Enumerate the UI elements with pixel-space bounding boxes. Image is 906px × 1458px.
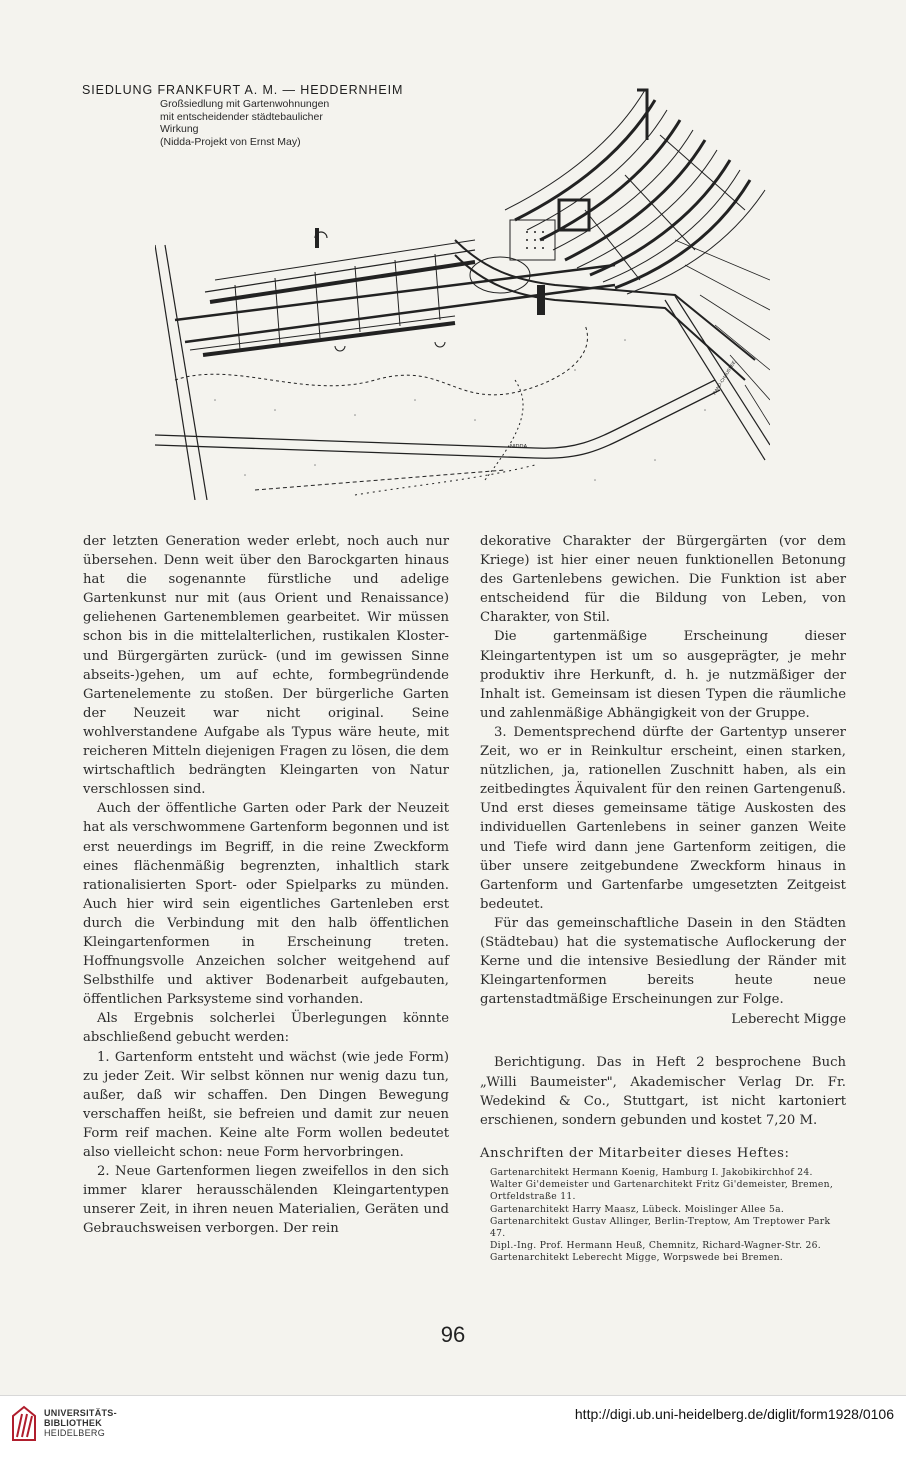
- paragraph: 1. Gartenform entsteht und wächst (wie jede Form) zu jeder Zeit. Wir selbst können nur wenig dazu tun, außer, daß wir schaffen. Den Dingen Bewegung verschaffen heißt, sie befreien und damit zur neuen Form reif machen. Keine alte Form wollen bedeutet also vielleicht schon: neue Form hervorbringen.: [83, 1049, 449, 1160]
- paragraph: 3. Dementsprechend dürfte der Gartentyp unserer Zeit, wo er in Reinkultur erscheint, einen starken, nützlichen, ja, rationellen Zuschnitt haben, als ein zeitbedingtes Äquivalent für den reinen Gartengenuß. Und erst dieses gemeinsame tätige Auskosten des individuellen Gartenlebens in seiner ganzen Weite und Tiefe wird dann jene Gartenform zeitigen, die über unsere zeitgebundene Zweckform hinaus in Gartenform und Gartenfarbe umgesetzten Zeitgeist bedeutet.: [480, 724, 846, 912]
- paragraph: der letzten Generation weder erlebt, noch auch nur übersehen. Denn weit über den Barockgarten hinaus hat die sogenannte fürstliche und adelige Gartenkunst nur mit (aus Orient und Renaissance) geliehenen Gartenemblemen gearbeitet. Wir müssen schon bis in die mittelalterlichen, rustikalen Kloster- und Bürgergärten zurück- (und im gewissen Sinne abseits-)gehen, um auf echte, formbegründende Gartenelemente zu stoßen. Der bürgerliche Garten der Neuzeit war nicht original. Seine wohlverstandene Aufgabe als Typus wäre heute, mit reicheren Mitteln diejenigen Fragen zu lösen, die dem wirtschaftlich bedrängten Kleingarten von Natur verschlossen sind.: [83, 534, 449, 798]
- addresses-heading: Anschriften der Mitarbeiter dieses Heftes:: [480, 1145, 790, 1161]
- library-footer: [0, 1395, 906, 1458]
- paragraph: Für das gemeinschaftliche Dasein in den Städten (Städtebau) hat die systematische Auflockerung der Kerne und die intensive Besiedlung der Ränder mit Kleingartenformen bereits heute neue gartenstadtmäßige Erscheinungen zur Folge.: [480, 915, 846, 1008]
- paragraph: Auch der öffentliche Garten oder Park der Neuzeit hat als verschwommene Gartenform begonnen und ist erst neuerdings im Begriff, in die reine Zweckform eines flächenmäßig begrenzten, inhaltlich stark rationalisierten Sport- oder Spielparks zu münden. Auch hier wird sein eigentliches Gartenleben erst durch die Verbindung mit den halb öffentlichen Kleingartenformen in Erscheinung treten. Hoffnungsvolle Anzeichen solcher weitgehend auf Selbsthilfe und aktiver Bodenarbeit aufgebauten, öffentlichen Parksysteme sind vorhanden.: [83, 801, 449, 1008]
- library-line: UNIVERSITÄTS-: [44, 1408, 117, 1418]
- page-number: 96: [440, 1322, 466, 1347]
- address-item: Gartenarchitekt Harry Maasz, Lübeck. Moislinger Allee 5a.: [490, 1203, 785, 1215]
- road-label: RAND-CHAUSSEE: [711, 359, 737, 396]
- caption-line: mit entscheidender städtebaulicher: [160, 110, 323, 123]
- address-item: Gartenarchitekt Gustav Allinger, Berlin-Treptow, Am Treptower Park 47.: [490, 1215, 831, 1239]
- address-item: Gartenarchitekt Hermann Koenig, Hamburg I. Jakobikirchhof 24.: [490, 1166, 813, 1178]
- library-name: [44, 1408, 117, 1438]
- address-item: Walter Gi'demeister und Gartenarchitekt Fritz Gi'demeister, Bremen, Ortfeldstraße 11.: [490, 1179, 834, 1203]
- author-signature: Leberecht Migge: [731, 1012, 846, 1028]
- library-logo-icon: [10, 1404, 38, 1442]
- addresses-list: [490, 1167, 846, 1265]
- caption-line: Wirkung: [160, 123, 199, 135]
- paragraph: 2. Neue Gartenformen liegen zweifellos in den sich immer klarer herausschälenden Kleingartentypen unserer Zeit, in ihren neuen Materialien, Geräten und Gebrauchsweisen verborgen. Der rein: [83, 1164, 449, 1237]
- correction-note: Berichtigung. Das in Heft 2 besprochene Buch „Willi Baumeister", Akademischer Verlag Dr. Fr. Wedekind & Co., Stuttgart, ist nicht kartoniert erschienen, sondern gebunden und kostet 7,20 M.: [480, 1055, 846, 1128]
- right-text-column: [480, 532, 846, 1265]
- site-plan-drawing: [155, 80, 770, 500]
- left-text-column: [83, 532, 449, 1238]
- address-item: Gartenarchitekt Leberecht Migge, Worpswede bei Bremen.: [490, 1252, 784, 1264]
- library-line: HEIDELBERG: [44, 1428, 106, 1438]
- paragraph: dekorative Charakter der Bürgergärten (vor dem Kriege) ist hier einer neuen funktionellen Betonung des Gartenlebens gewichen. Die Funktion ist aber entscheidend für die Bildung von Leben, von Charakter, von Stil.: [480, 534, 846, 626]
- caption-line: Großsiedlung mit Gartenwohnungen: [160, 98, 330, 110]
- library-line: BIBLIOTHEK: [44, 1418, 102, 1428]
- caption-title: SIEDLUNG FRANKFURT A. M. — HEDDERNHEIM: [82, 83, 404, 97]
- paragraph: Als Ergebnis solcherlei Überlegungen könnte abschließend gebucht werden:: [83, 1011, 449, 1046]
- river-label: NIDDA: [510, 444, 528, 450]
- paragraph: Die gartenmäßige Erscheinung dieser Kleingartentypen ist um so ausgeprägter, je mehr produktiv ihre Herkunft, d. h. je nutzmäßiger der Inhalt ist. Gemeinsam ist diesen Typen die räumliche und zahlenmäßige Abhängigkeit von der Gruppe.: [480, 629, 846, 721]
- address-item: Dipl.-Ing. Prof. Hermann Heuß, Chemnitz, Richard-Wagner-Str. 26.: [490, 1240, 822, 1252]
- caption-line: (Nidda-Projekt von Ernst May): [160, 135, 301, 148]
- source-url-link[interactable]: http://digi.ub.uni-heidelberg.de/diglit/form1928/0106: [574, 1406, 894, 1422]
